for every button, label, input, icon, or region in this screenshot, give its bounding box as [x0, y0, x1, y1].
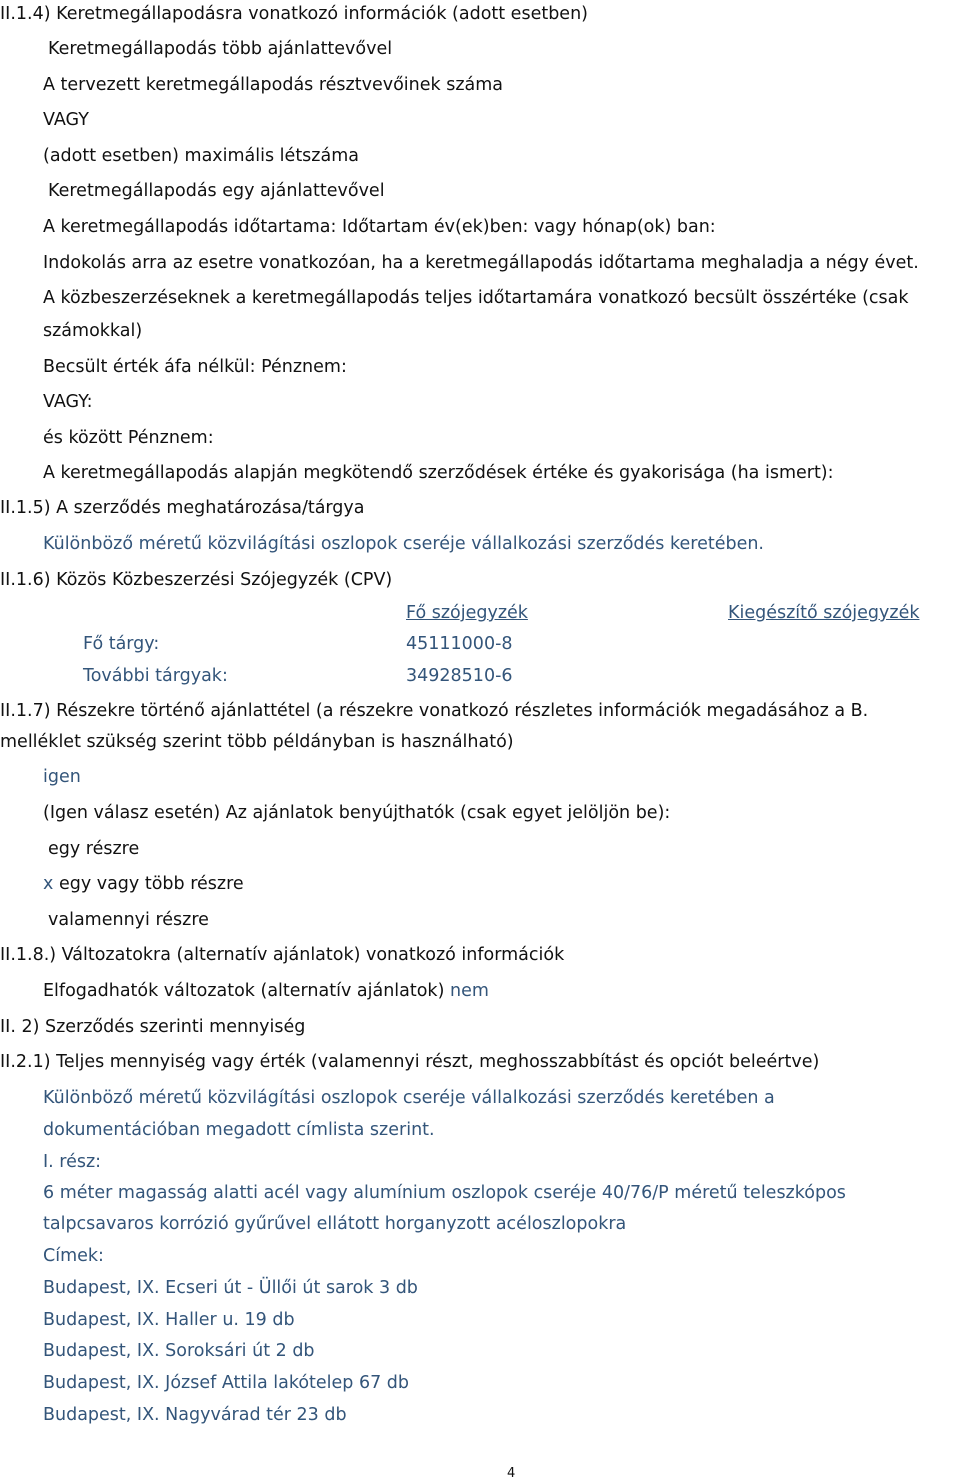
range-currency-line: és között Pénznem:: [43, 428, 214, 448]
option-one-part: egy részre: [48, 839, 140, 859]
section-heading-ii-1-8: II.1.8.) Változatokra (alternatív ajánlatok) vonatkozó információk: [0, 945, 565, 965]
max-headcount-line: (adott esetben) maximális létszáma: [43, 146, 359, 166]
framework-single-line: Keretmegállapodás egy ajánlattevővel: [48, 181, 385, 201]
quantity-description-line-1: Különböző méretű közvilágítási oszlopok cseréje vállalkozási szerződés keretében a: [43, 1088, 775, 1108]
part-label: I. rész:: [43, 1152, 102, 1172]
participants-line: A tervezett keretmegállapodás résztvevőinek száma: [43, 75, 503, 95]
cpv-main-object-code: 45111000-8: [406, 634, 513, 654]
option-one-or-more-label: egy vagy több részre: [58, 874, 244, 894]
part-description-line-2: talpcsavaros korrózió gyűrűvel ellátott horganyzott acéloszlopokra: [43, 1214, 627, 1234]
cpv-main-object-label: Fő tárgy:: [83, 634, 160, 654]
section-heading-ii-1-7: II.1.7) Részekre történő ajánlattétel (a részekre vonatkozó részletes információk megadásához a B.: [0, 701, 869, 721]
address-item: Budapest, IX. József Attila lakótelep 67 db: [43, 1373, 410, 1393]
page-number: 4: [507, 1466, 516, 1481]
cpv-other-objects-code: 34928510-6: [406, 666, 513, 686]
total-value-line-cont: számokkal): [43, 321, 143, 341]
total-value-line: A közbeszerzéseknek a keretmegállapodás teljes időtartamára vonatkozó becsült összértéke (csak: [43, 288, 909, 308]
cpv-other-objects-label: További tárgyak:: [83, 666, 228, 686]
address-item: Budapest, IX. Soroksári út 2 db: [43, 1341, 315, 1361]
section-heading-ii-2: II. 2) Szerződés szerinti mennyiség: [0, 1017, 306, 1037]
estimated-value-line: Becsült érték áfa nélkül: Pénznem:: [43, 357, 347, 377]
contracts-value-line: A keretmegállapodás alapján megkötendő szerződések értéke és gyakorisága (ha ismert):: [43, 463, 834, 483]
contract-subject-value: Különböző méretű közvilágítási oszlopok cseréje vállalkozási szerződés keretében.: [43, 534, 764, 554]
section-heading-ii-1-6: II.1.6) Közös Közbeszerzési Szójegyzék (CPV): [0, 570, 393, 590]
cpv-supplementary-vocabulary-header: Kiegészítő szójegyzék: [728, 603, 920, 623]
option-all-parts: valamennyi részre: [48, 910, 209, 930]
section-heading-ii-1-7-cont: melléklet szükség szerint több példányban is használható): [0, 732, 514, 752]
quantity-description-line-2: dokumentációban megadott címlista szerint.: [43, 1120, 435, 1140]
framework-multi-line: Keretmegállapodás több ajánlattevővel: [48, 39, 393, 59]
section-heading-ii-1-4: II.1.4) Keretmegállapodásra vonatkozó információk (adott esetben): [0, 4, 588, 24]
addresses-label: Címek:: [43, 1246, 104, 1266]
justification-line: Indokolás arra az esetre vonatkozóan, ha a keretmegállapodás időtartama meghaladja a négy évet.: [43, 253, 919, 273]
variants-line: [43, 983, 489, 1001]
selected-mark: x: [43, 874, 54, 894]
variants-label: Elfogadhatók változatok (alternatív ajánlatok): [43, 981, 445, 1001]
address-item: Budapest, IX. Haller u. 19 db: [43, 1310, 295, 1330]
duration-line: A keretmegállapodás időtartama: Időtartam év(ek)ben: vagy hónap(ok) ban:: [43, 217, 716, 237]
variants-value: nem: [449, 981, 489, 1001]
address-item: Budapest, IX. Nagyvárad tér 23 db: [43, 1405, 347, 1425]
section-heading-ii-1-5: II.1.5) A szerződés meghatározása/tárgya: [0, 498, 365, 518]
parts-question: (Igen válasz esetén) Az ajánlatok benyújthatók (csak egyet jelöljön be):: [43, 803, 671, 823]
cpv-main-vocabulary-header: Fő szójegyzék: [406, 603, 528, 623]
or-line: VAGY: [43, 110, 89, 130]
option-one-or-more-parts: [43, 876, 244, 894]
parts-answer: igen: [43, 767, 81, 787]
part-description-line-1: 6 méter magasság alatti acél vagy alumínium oszlopok cseréje 40/76/P méretű teleszkópos: [43, 1183, 846, 1203]
address-item: Budapest, IX. Ecseri út - Üllői út sarok 3 db: [43, 1278, 418, 1298]
or-line-2: VAGY:: [43, 392, 93, 412]
section-heading-ii-2-1: II.2.1) Teljes mennyiség vagy érték (valamennyi részt, meghosszabbítást és opciót beleértve): [0, 1052, 820, 1072]
